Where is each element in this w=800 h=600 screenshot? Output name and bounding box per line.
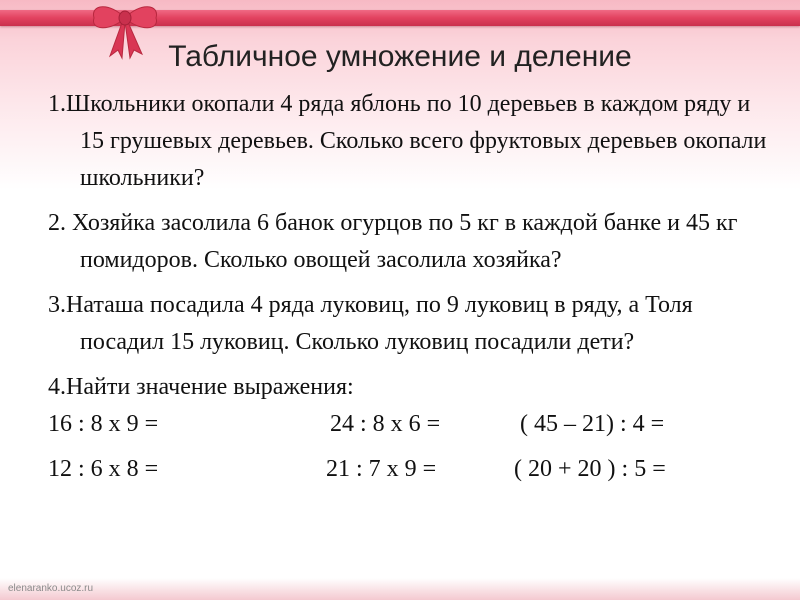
expression: ( 45 – 21) : 4 =	[520, 411, 665, 437]
expression: ( 20 + 20 ) : 5 =	[514, 456, 666, 482]
expression: 12 : 6 х 8 =	[48, 456, 159, 482]
bottom-band	[0, 578, 800, 600]
expression: 21 : 7 х 9 =	[326, 456, 437, 482]
expression-row-2	[48, 451, 768, 488]
expression: 16 : 8 х 9 =	[48, 411, 159, 437]
problem-3: 3.Наташа посадила 4 ряда луковиц, по 9 луковиц в ряду, а Толя посадил 15 луковиц. Сколько луковиц посадили дети?	[48, 292, 693, 355]
expression-row-1	[48, 406, 768, 443]
slide-content	[48, 86, 768, 488]
problem-2: 2. Хозяйка засолила 6 банок огурцов по 5 кг в каждой банке и 45 кг помидоров. Сколько овощей засолила хозяйка?	[48, 210, 738, 273]
slide-title: Табличное умножение и деление	[168, 40, 632, 73]
footer-site: elenaranko.ucoz.ru	[8, 583, 94, 594]
problem-4: 4.Найти значение выражения:	[48, 374, 354, 400]
problem-1: 1.Школьники окопали 4 ряда яблонь по 10 деревьев в каждом ряду и 15 грушевых деревьев. Сколько всего фруктовых деревьев окопали школьники?	[48, 91, 767, 191]
expression: 24 : 8 х 6 =	[330, 411, 441, 437]
